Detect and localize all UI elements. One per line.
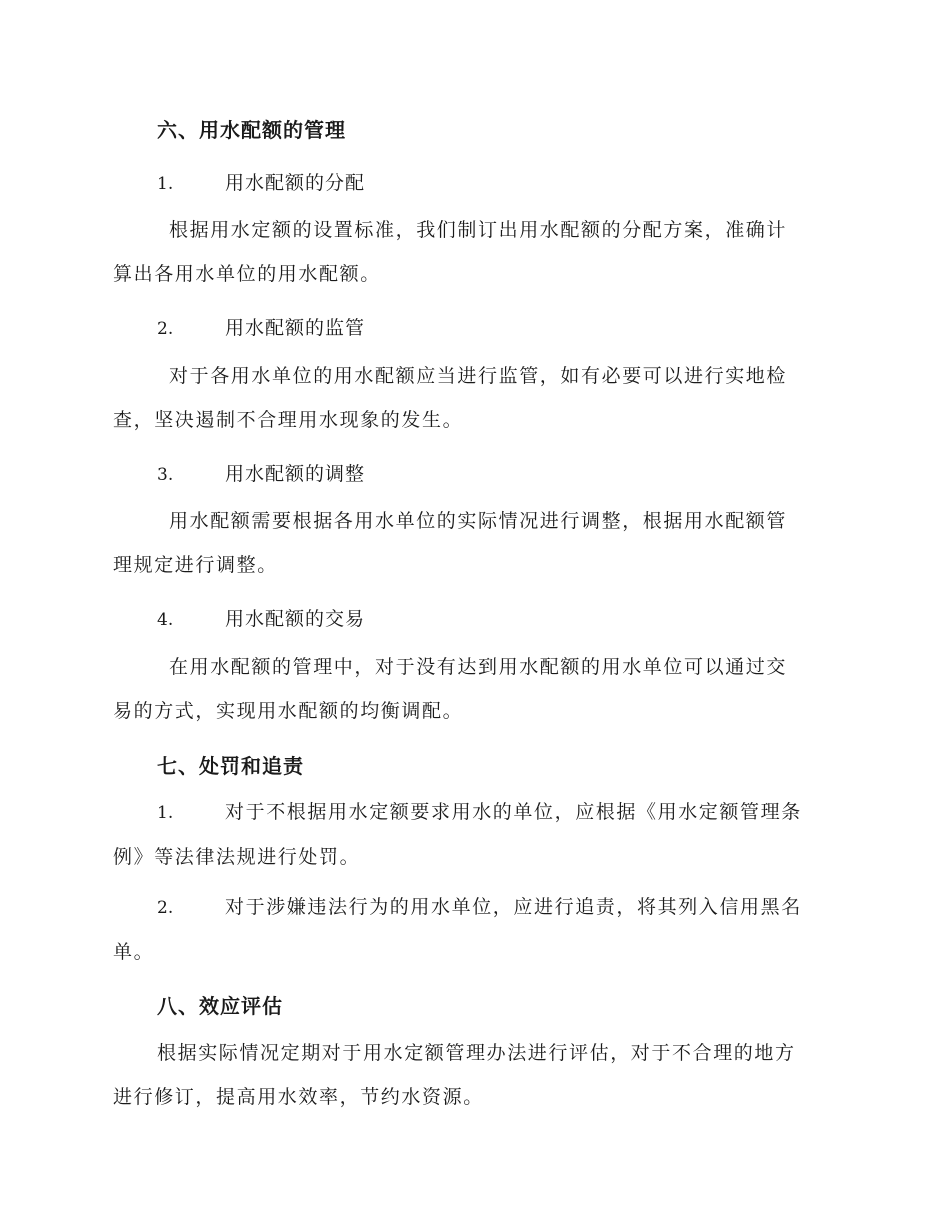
item-number: 4. <box>157 610 174 630</box>
paragraph-line <box>157 885 837 930</box>
item-title: 用水配额的分配 <box>225 172 366 194</box>
section-heading-8: 八、效应评估 <box>157 994 283 1018</box>
paragraph-line: 单。 <box>113 941 155 963</box>
penalty-item-2 <box>113 885 837 974</box>
item-title: 用水配额的监管 <box>225 317 366 339</box>
paragraph-line: 查，坚决遏制不合理用水现象的发生。 <box>113 409 464 431</box>
item-number: 1. <box>157 803 174 823</box>
subsection-6-3 <box>157 459 365 486</box>
paragraph-line: 易的方式，实现用水配额的均衡调配。 <box>113 700 464 722</box>
paragraph-line: 算出各用水单位的用水配额。 <box>113 263 381 285</box>
paragraph-6-3 <box>113 499 833 587</box>
paragraph-line: 根据用水定额的设置标准，我们制订出用水配额的分配方案，准确计 <box>169 219 788 241</box>
paragraph-line: 例》等法律法规进行处罚。 <box>113 846 361 868</box>
paragraph-line: 根据实际情况定期对于用水定额管理办法进行评估，对于不合理的地方 <box>157 1042 796 1064</box>
paragraph-line: 对于各用水单位的用水配额应当进行监管，如有必要可以进行实地检 <box>169 365 788 387</box>
paragraph-6-2 <box>113 354 833 442</box>
item-number: 2. <box>157 319 174 339</box>
paragraph-6-4 <box>113 645 833 733</box>
item-text: 对于涉嫌违法行为的用水单位，应进行追责，将其列入信用黑名 <box>225 896 802 918</box>
penalty-item-1 <box>113 790 837 879</box>
subsection-6-1 <box>157 168 365 195</box>
subsection-6-2 <box>157 313 365 340</box>
item-title: 用水配额的交易 <box>225 608 366 630</box>
section-heading-7: 七、处罚和追责 <box>157 754 304 778</box>
paragraph-line: 用水配额需要根据各用水单位的实际情况进行调整，根据用水配额管 <box>169 510 788 532</box>
item-number: 1. <box>157 174 174 194</box>
item-text: 对于不根据用水定额要求用水的单位，应根据《用水定额管理条 <box>225 801 802 823</box>
paragraph-6-1 <box>113 208 833 296</box>
paragraph-line: 进行修订，提高用水效率，节约水资源。 <box>113 1086 484 1108</box>
paragraph-line: 理规定进行调整。 <box>113 554 278 576</box>
item-title: 用水配额的调整 <box>225 463 366 485</box>
paragraph-8 <box>113 1031 833 1119</box>
paragraph-line <box>157 790 837 835</box>
item-number: 2. <box>157 898 174 918</box>
item-number: 3. <box>157 465 174 485</box>
paragraph-line: 在用水配额的管理中，对于没有达到用水配额的用水单位可以通过交 <box>169 656 788 678</box>
subsection-6-4 <box>157 604 365 631</box>
section-heading-6: 六、用水配额的管理 <box>157 118 346 142</box>
